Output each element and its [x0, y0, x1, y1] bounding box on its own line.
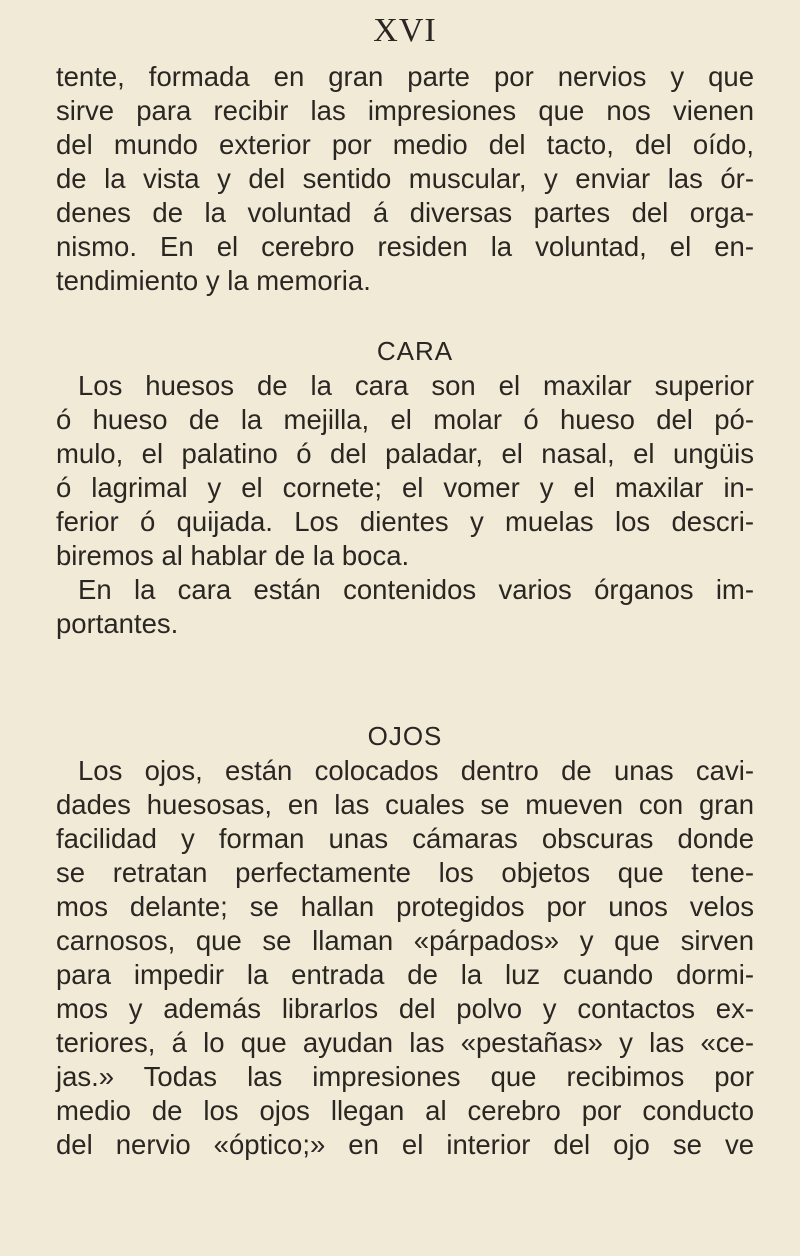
text-line: jas.» Todas las impresiones que recibimos por [56, 1061, 754, 1092]
text-line: para impedir la entrada de la luz cuando dormi- [56, 959, 754, 990]
cara-paragraph-1 [56, 369, 754, 573]
text-line: ó lagrimal y el cornete; el vomer y el maxilar in- [56, 472, 754, 503]
text-line: ferior ó quijada. Los dientes y muelas los descri- [56, 506, 754, 537]
text-line: nismo. En el cerebro residen la voluntad, el en- [56, 231, 754, 262]
text-line: carnosos, que se llaman «párpados» y que sirven [56, 925, 754, 956]
text-line: mos delante; se hallan protegidos por unos velos [56, 891, 754, 922]
text-line: del mundo exterior por medio del tacto, del oído, [56, 129, 754, 160]
text-line: biremos al hablar de la boca. [56, 540, 410, 571]
text-line: denes de la voluntad á diversas partes del orga- [56, 197, 754, 228]
section-heading-ojos: OJOS [367, 721, 443, 751]
text-line: tente, formada en gran parte por nervios y que [56, 61, 754, 92]
section-heading-cara: CARA [376, 336, 454, 366]
text-line: ó hueso de la mejilla, el molar ó hueso del pó- [56, 404, 754, 435]
intro-paragraph [56, 60, 754, 298]
text-line: medio de los ojos llegan al cerebro por conducto [56, 1095, 754, 1126]
cara-paragraph-2 [56, 573, 754, 641]
text-line: Los ojos, están colocados dentro de unas cavi- [78, 755, 754, 786]
text-line: facilidad y forman unas cámaras obscuras donde [56, 823, 754, 854]
text-line: Los huesos de la cara son el maxilar superior [78, 370, 754, 401]
text-line: dades huesosas, en las cuales se mueven con gran [56, 789, 754, 820]
text-line: teriores, á lo que ayudan las «pestañas» y las «ce- [56, 1027, 754, 1058]
text-line: mulo, el palatino ó del paladar, el nasal, el ungüis [56, 438, 754, 469]
text-line: portantes. [56, 608, 179, 639]
text-line: de la vista y del sentido muscular, y enviar las ór- [56, 163, 754, 194]
page-number: XVI [373, 12, 437, 49]
text-line: tendimiento y la memoria. [56, 265, 371, 296]
text-line: sirve para recibir las impresiones que nos vienen [56, 95, 754, 126]
text-line: mos y además librarlos del polvo y contactos ex- [56, 993, 754, 1024]
text-line: se retratan perfectamente los objetos que tene- [56, 857, 754, 888]
text-line: del nervio «óptico;» en el interior del ojo se ve [56, 1129, 754, 1160]
ojos-paragraph-1 [56, 754, 754, 1162]
text-line: En la cara están contenidos varios órganos im- [78, 574, 754, 605]
